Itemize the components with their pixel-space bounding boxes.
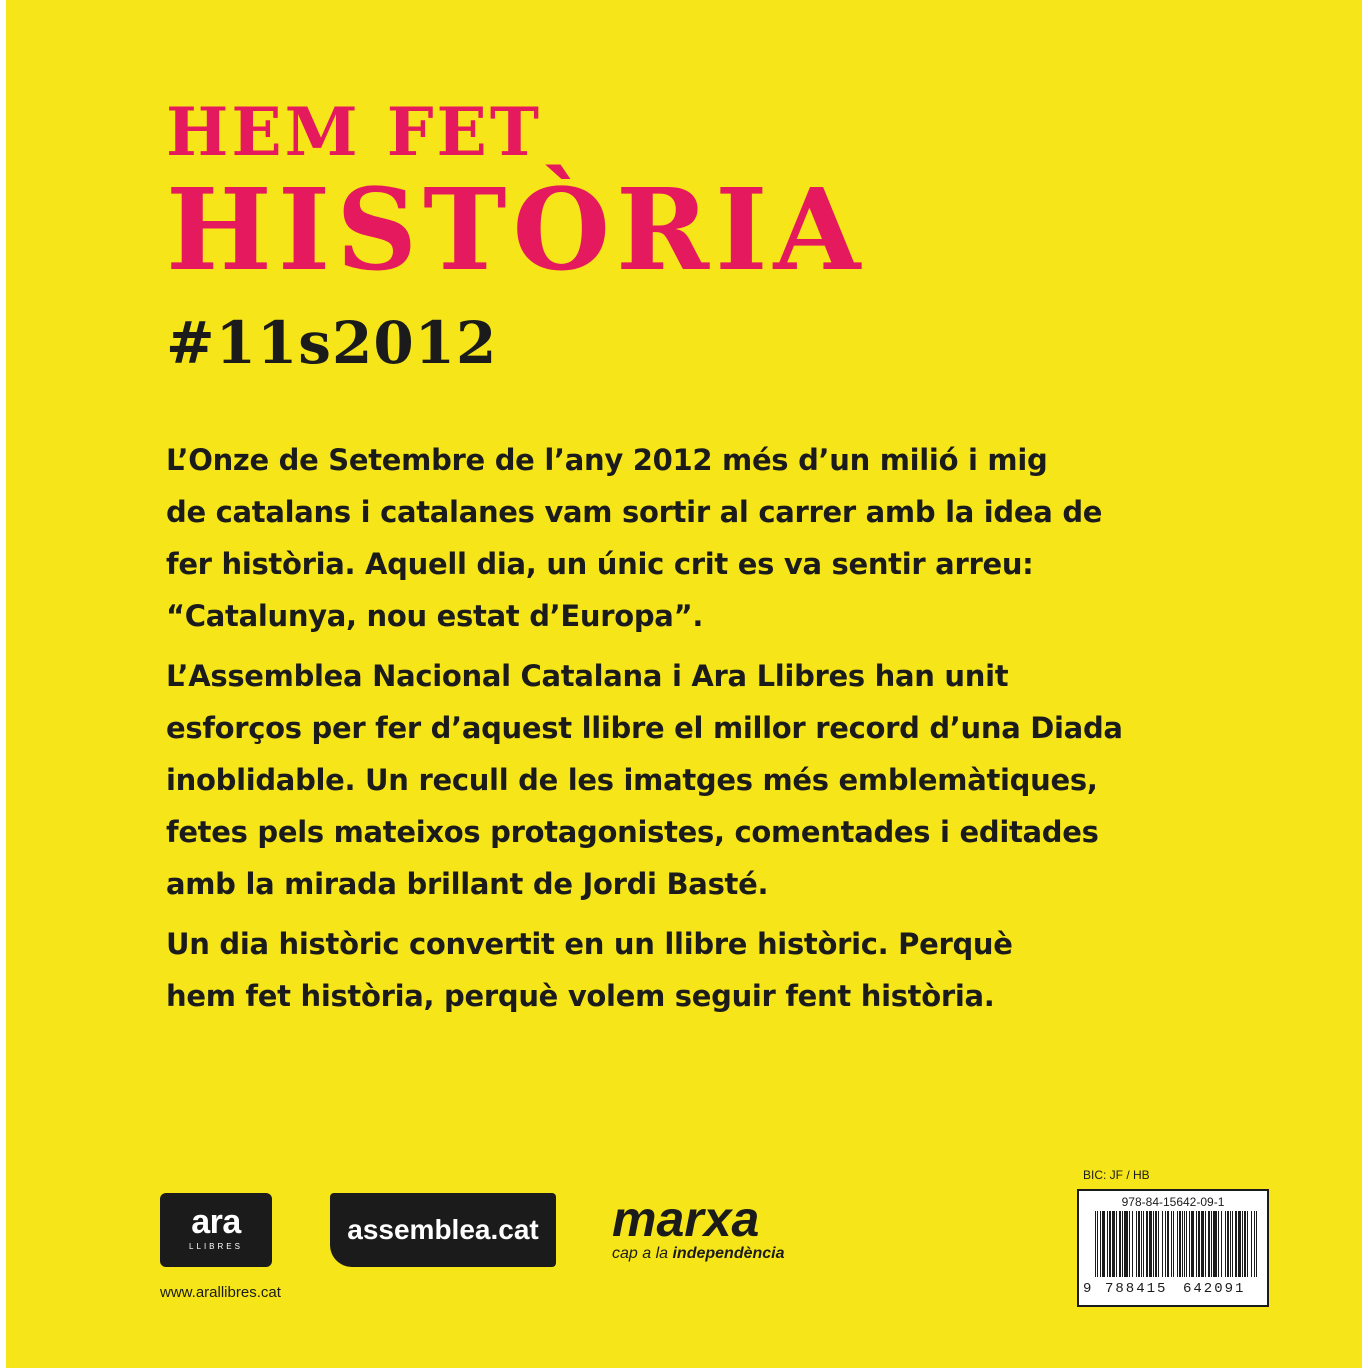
ean-left-digits: 788415 [1105,1281,1168,1297]
barcode-bar [1143,1211,1144,1277]
paragraph-line: amb la mirada brillant de Jordi Basté. [166,867,769,901]
barcode-bar [1186,1211,1187,1277]
barcode-bar [1177,1211,1178,1277]
barcode-bar [1124,1211,1128,1277]
barcode-bar [1165,1211,1166,1277]
ara-llibres-logo [160,1193,272,1267]
barcode-bar [1122,1211,1123,1277]
paragraph-line: L’Assemblea Nacional Catalana i Ara Llibres han unit [166,659,1009,693]
barcode-bar [1208,1211,1210,1277]
barcode-bar [1102,1211,1105,1277]
isbn-barcode [1077,1189,1269,1307]
barcode-bar [1107,1211,1108,1277]
barcode-bar [1162,1211,1163,1277]
barcode-bar [1138,1211,1140,1277]
paragraph-line: inoblidable. Un recull de les imatges més emblemàtiques, [166,763,1098,797]
isbn-number: 978-84-15642-09-1 [1121,1195,1225,1209]
book-back-cover [6,0,1362,1368]
barcode-bar [1238,1211,1241,1277]
barcode-bar [1109,1211,1111,1277]
marxa-logo [612,1192,812,1272]
ean-right-digits: 642091 [1183,1281,1246,1297]
barcode-bar [1136,1211,1137,1277]
barcode-bar [1251,1211,1252,1277]
barcode-bar [1116,1211,1117,1277]
barcode-bar [1198,1211,1200,1277]
barcode-bar [1213,1211,1217,1277]
barcode-bar [1227,1211,1229,1277]
barcode-bar [1232,1211,1233,1277]
ara-logo-subtext: LLIBRES [189,1242,243,1251]
marxa-logo-text: marxa [612,1191,760,1247]
paragraph-2 [166,650,1226,910]
title-line-1: HEM FET [166,93,542,171]
barcode-bar [1230,1211,1231,1277]
website-link[interactable]: www.arallibres.cat [160,1284,281,1301]
barcode-bar [1256,1211,1257,1277]
hashtag: #11s2012 [166,309,498,377]
barcode-bar [1196,1211,1197,1277]
marxa-tagline-prefix: cap a la [612,1245,673,1262]
barcode-bars [1095,1211,1257,1277]
barcode-bar [1155,1211,1157,1277]
barcode-bar [1141,1211,1142,1277]
bic-code: BIC: JF / HB [1083,1168,1150,1182]
barcode-bar [1182,1211,1183,1277]
barcode-bar [1184,1211,1185,1277]
barcode-bar [1189,1211,1190,1277]
barcode-bar [1191,1211,1194,1277]
ean-first-digit: 9 [1083,1281,1092,1297]
paragraph-line: esforços per fer d’aquest llibre el millor record d’una Diada [166,711,1123,745]
barcode-bar [1095,1211,1096,1277]
barcode-bar [1242,1211,1243,1277]
paragraph-line: Un dia històric convertit en un llibre històric. Perquè [166,927,1013,961]
barcode-bar [1225,1211,1226,1277]
barcode-bar [1205,1211,1206,1277]
barcode-bar [1112,1211,1115,1277]
paragraph-line: hem fet història, perquè volem seguir fent història. [166,979,995,1013]
assemblea-logo: assemblea.cat [330,1193,556,1267]
barcode-bar [1254,1211,1255,1277]
barcode-bar [1218,1211,1219,1277]
barcode-bar [1171,1211,1172,1277]
barcode-bar [1146,1211,1148,1277]
paragraph-3 [166,918,1226,1022]
paragraph-line: de catalans i catalanes vam sortir al carrer amb la idea de [166,495,1103,529]
barcode-bar [1179,1211,1181,1277]
barcode-bar [1244,1211,1246,1277]
barcode-bar [1211,1211,1212,1277]
barcode-bar [1119,1211,1121,1277]
barcode-bar [1100,1211,1101,1277]
paragraph-line: L’Onze de Setembre de l’any 2012 més d’un milió i mig [166,443,1048,477]
barcode-bar [1167,1211,1169,1277]
barcode-bar [1158,1211,1159,1277]
title-line-2: HISTÒRIA [166,165,867,296]
marxa-tagline [612,1244,812,1264]
barcode-bar [1221,1211,1222,1277]
marxa-tagline-bold: independència [672,1245,785,1262]
paragraph-line: fetes pels mateixos protagonistes, comentades i editades [166,815,1099,849]
barcode-bar [1132,1211,1133,1277]
barcode-bar [1173,1211,1174,1277]
paragraph-line: fer història. Aquell dia, un únic crit es va sentir arreu: [166,547,1034,581]
barcode-bar [1153,1211,1154,1277]
paragraph-1 [166,434,1226,642]
barcode-bar [1247,1211,1248,1277]
barcode-bar [1129,1211,1130,1277]
barcode-bar [1235,1211,1237,1277]
paragraph-line: “Catalunya, nou estat d’Europa”. [166,599,704,633]
ara-logo-text: ara [191,1203,241,1241]
barcode-bar [1097,1211,1098,1277]
barcode-bar [1201,1211,1204,1277]
barcode-bar [1149,1211,1152,1277]
